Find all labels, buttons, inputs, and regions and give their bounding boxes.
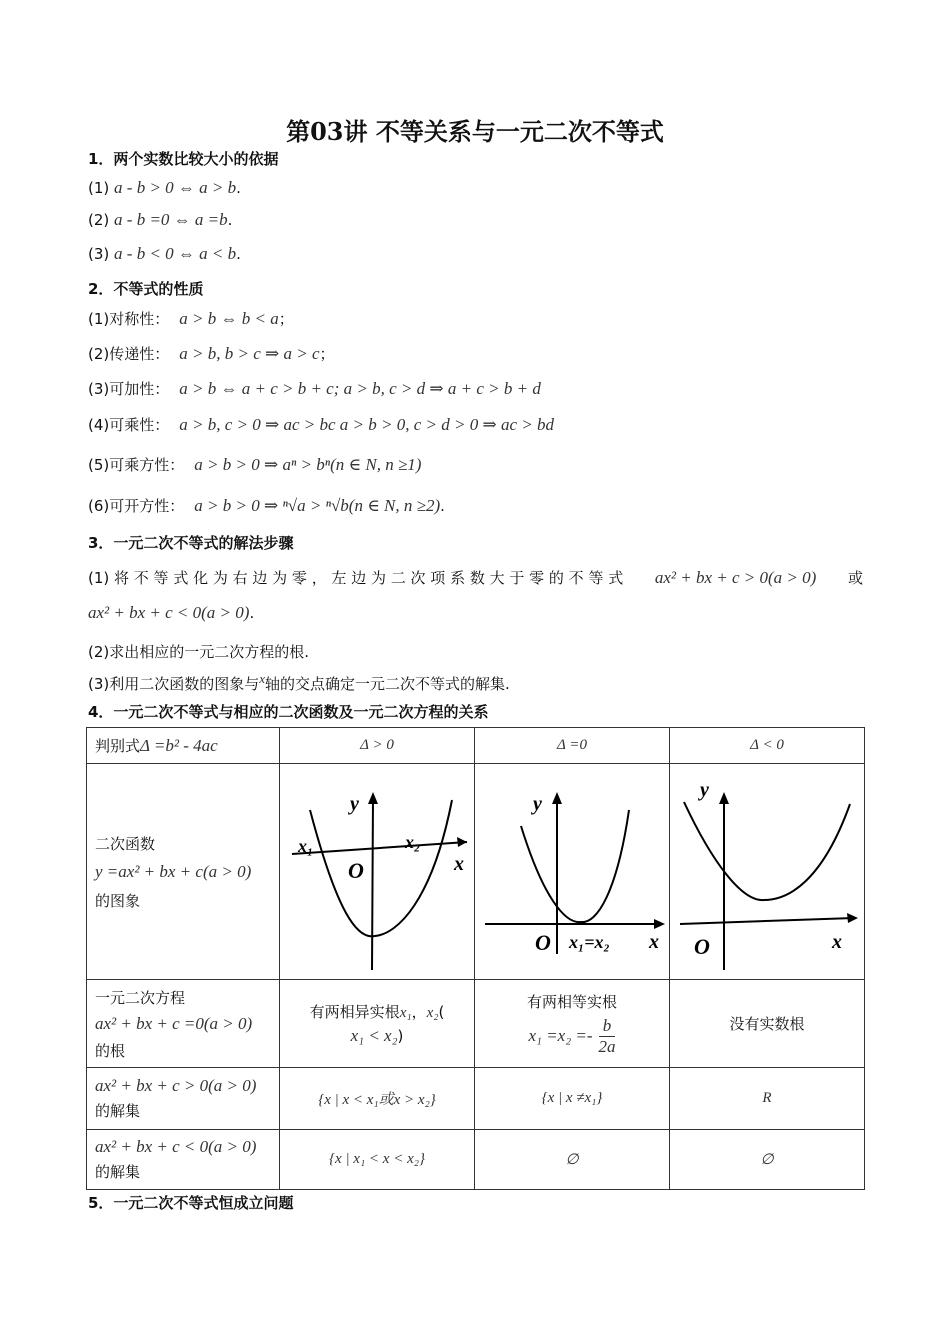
eq-cell-2 — [475, 980, 670, 1068]
lt-cell-1: {x | x₁ < x < x₂} — [280, 1130, 475, 1190]
relation-table — [86, 727, 865, 1190]
s2-item-3-label: (3)可加性： — [88, 380, 170, 398]
s2-item-1-math: a > b ⇔ b < a — [179, 309, 279, 328]
lt-cell-3: ∅ — [670, 1130, 865, 1190]
gt-row-l2: 的解集 — [95, 1102, 141, 1120]
gt-cell-2: {x | x ≠x₁} — [475, 1068, 670, 1130]
s1-item-2-label: (2) — [88, 211, 110, 229]
s3-step-2: (2)求出相应的一元二次方程的根. — [88, 643, 310, 661]
eq-cell-1 — [280, 980, 475, 1068]
graph-1-x-label: x — [454, 852, 464, 875]
eq-row-l2: ax² + bx + c =0(a > 0) — [95, 1013, 253, 1033]
gt-row-l1: ax² + bx + c > 0(a > 0) — [95, 1076, 257, 1095]
header-math: Δ =b² - 4ac — [140, 736, 218, 755]
parabola-curve — [684, 802, 850, 900]
graph-cell-1 — [280, 764, 475, 980]
lt-cell-2: ∅ — [475, 1130, 670, 1190]
s2-item-2-math: a > b, b > c ⇒ a > c — [179, 344, 320, 363]
func-row-l1: 二次函数 — [95, 834, 156, 853]
table-header-row — [87, 728, 865, 764]
y-axis — [372, 798, 373, 970]
lt-row-label — [87, 1130, 280, 1190]
graph-2-y-label: y — [533, 792, 542, 815]
s3-step-1-math-1: ax² + bx + c > 0(a > 0) — [654, 567, 817, 587]
s3-step-1-text: (1) 将 不 等 式 化 为 右 边 为 零 ， 左 边 为 二 次 项 系 数 大 于 零 的 不 等 式 — [88, 569, 624, 587]
table-lt-row — [87, 1130, 865, 1190]
s3-step-1-line-2 — [88, 603, 254, 623]
s2-item-4-math: a > b, c > 0 ⇒ ac > bc a > b > 0, c > d > 0 ⇒ ac > bd — [179, 415, 554, 434]
s1-item-3 — [88, 244, 241, 264]
table-equation-row — [87, 980, 865, 1068]
gt-cell-3: R — [670, 1068, 865, 1130]
s3-step-3-x: x — [259, 671, 266, 686]
s2-item-6-math: a > b > 0 ⇒ ⁿ√a > ⁿ√b(n ∈ N, n ≥2) — [194, 496, 441, 515]
s2-item-1-label: (1)对称性： — [88, 310, 170, 328]
eq-cell-1-x1: x₁ — [399, 1005, 412, 1021]
eq-row-l1: 一元二次方程 — [95, 988, 186, 1007]
header-col-3: Δ < 0 — [670, 728, 865, 764]
s3-step-1-math-2: ax² + bx + c < 0(a > 0) — [88, 603, 250, 622]
s1-item-2-math: a - b =0 ⇔ a =b — [114, 210, 228, 229]
graph-2-x-label: x — [649, 930, 659, 953]
func-row-l3: 的图象 — [95, 891, 141, 910]
s1-item-2-end: . — [227, 211, 233, 229]
graph-1-origin-label: O — [348, 857, 364, 883]
s2-item-6-end: . — [440, 497, 445, 515]
x-axis-arrow — [457, 837, 467, 847]
s2-item-2-label: (2)传递性： — [88, 345, 170, 363]
x-axis — [680, 918, 854, 924]
s2-item-6 — [88, 495, 445, 516]
lt-row-l1: ax² + bx + c < 0(a > 0) — [95, 1137, 257, 1156]
s3-step-3 — [88, 671, 510, 694]
eq-cell-2-math: x₁ =x₂ =- — [528, 1026, 593, 1045]
s1-item-1-math: a - b > 0 ⇔ a > b — [114, 178, 237, 197]
parabola-no-root-graph — [672, 772, 862, 972]
parabola-two-roots-graph — [282, 772, 472, 972]
s2-item-2 — [88, 343, 335, 364]
graph-cell-2 — [475, 764, 670, 980]
graph-2-x1x2-label: x₁=x₂ — [569, 931, 610, 952]
graph-3-origin-label: O — [694, 933, 710, 959]
page-title: 第03讲 不等关系与一元二次不等式 — [286, 117, 664, 146]
s2-item-5-label: (5)可乘方性： — [88, 456, 185, 474]
x-axis-arrow — [847, 913, 858, 923]
section-4-heading: 4．一元二次不等式与相应的二次函数及一元二次方程的关系 — [88, 703, 489, 721]
parabola-one-root-graph — [477, 772, 667, 972]
s2-item-5-math: a > b > 0 ⇒ aⁿ > bⁿ(n ∈ N, n ≥1) — [194, 455, 422, 474]
x-axis-arrow — [654, 919, 665, 929]
graph-1-y-label: y — [350, 792, 359, 815]
header-label: 判别式 — [95, 737, 141, 755]
s2-item-2-end: ； — [319, 345, 335, 363]
eq-cell-3: 没有实数根 — [670, 980, 865, 1068]
section-5-heading: 5．一元二次不等式恒成立问题 — [88, 1194, 294, 1212]
section-3-heading: 3．一元二次不等式的解法步骤 — [88, 534, 294, 552]
eq-cell-1-condition: x₁ < x₂ — [350, 1026, 398, 1045]
y-axis-arrow — [552, 792, 562, 804]
eq-row-label — [87, 980, 280, 1068]
s2-item-3 — [88, 378, 541, 399]
s2-item-4 — [88, 414, 554, 435]
eq-row-l3: 的根 — [95, 1041, 126, 1060]
eq-cell-1-text: 有两相异实根 — [309, 1003, 400, 1021]
s2-item-1 — [88, 308, 294, 329]
gt-cell-1: {x | x < x₁或x > x₂} — [280, 1068, 475, 1130]
gt-row-label — [87, 1068, 280, 1130]
section-1-heading: 1．两个实数比较大小的依据 — [88, 150, 279, 168]
s3-step-1-or: 或 — [847, 569, 863, 587]
func-row-label — [87, 764, 280, 980]
s2-item-1-end: ； — [278, 310, 294, 328]
table-graph-row — [87, 764, 865, 980]
fraction-denominator: 2a — [598, 1036, 616, 1056]
graph-3-x-label: x — [832, 930, 842, 953]
s3-step-3-a: (3)利用二次函数的图象与 — [88, 675, 260, 693]
s1-item-2 — [88, 210, 232, 230]
s2-item-6-label: (6)可开方性： — [88, 497, 185, 515]
eq-cell-2-text: 有两相等实根 — [526, 992, 617, 1011]
s3-step-1-line-1 — [88, 567, 863, 588]
s3-step-3-b: 轴的交点确定一元二次不等式的解集. — [265, 675, 510, 693]
s1-item-1-end: . — [236, 179, 241, 197]
parabola-curve — [521, 810, 629, 922]
s2-item-5 — [88, 454, 421, 475]
fraction-numerator: b — [599, 1016, 616, 1037]
graph-1-x1-label: x₁ — [298, 835, 314, 856]
s1-item-3-math: a - b < 0 ⇔ a < b — [114, 244, 237, 263]
eq-cell-1-paren: ( — [438, 1003, 445, 1021]
graph-2-origin-label: O — [535, 929, 551, 955]
section-2-heading: 2．不等式的性质 — [88, 280, 204, 298]
y-axis-arrow — [368, 792, 378, 804]
s2-item-3-math: a > b ⇔ a + c > b + c; a > b, c > d ⇒ a + c > b + d — [179, 379, 541, 398]
parabola-curve — [310, 800, 452, 936]
s3-step-1-end: . — [249, 604, 255, 622]
eq-cell-1-sep: ， — [411, 1003, 427, 1021]
s1-item-1 — [88, 178, 241, 198]
header-col-2: Δ =0 — [475, 728, 670, 764]
eq-cell-1-x2: x₂ — [426, 1005, 439, 1021]
s1-item-3-label: (3) — [88, 245, 110, 263]
eq-cell-1-end: ) — [397, 1027, 404, 1045]
lt-row-l2: 的解集 — [95, 1163, 141, 1181]
table-gt-row — [87, 1068, 865, 1130]
func-row-l2: y =ax² + bx + c(a > 0) — [95, 861, 252, 881]
y-axis-arrow — [719, 792, 729, 804]
graph-3-y-label: y — [700, 778, 709, 801]
eq-cell-2-fraction — [599, 1016, 616, 1057]
header-discriminant — [87, 728, 280, 764]
s2-item-4-label: (4)可乘性： — [88, 416, 170, 434]
s1-item-3-end: . — [236, 245, 241, 263]
graph-cell-3 — [670, 764, 865, 980]
s1-item-1-label: (1) — [88, 179, 110, 197]
graph-1-x2-label: x₂ — [405, 831, 421, 852]
header-col-1: Δ > 0 — [280, 728, 475, 764]
